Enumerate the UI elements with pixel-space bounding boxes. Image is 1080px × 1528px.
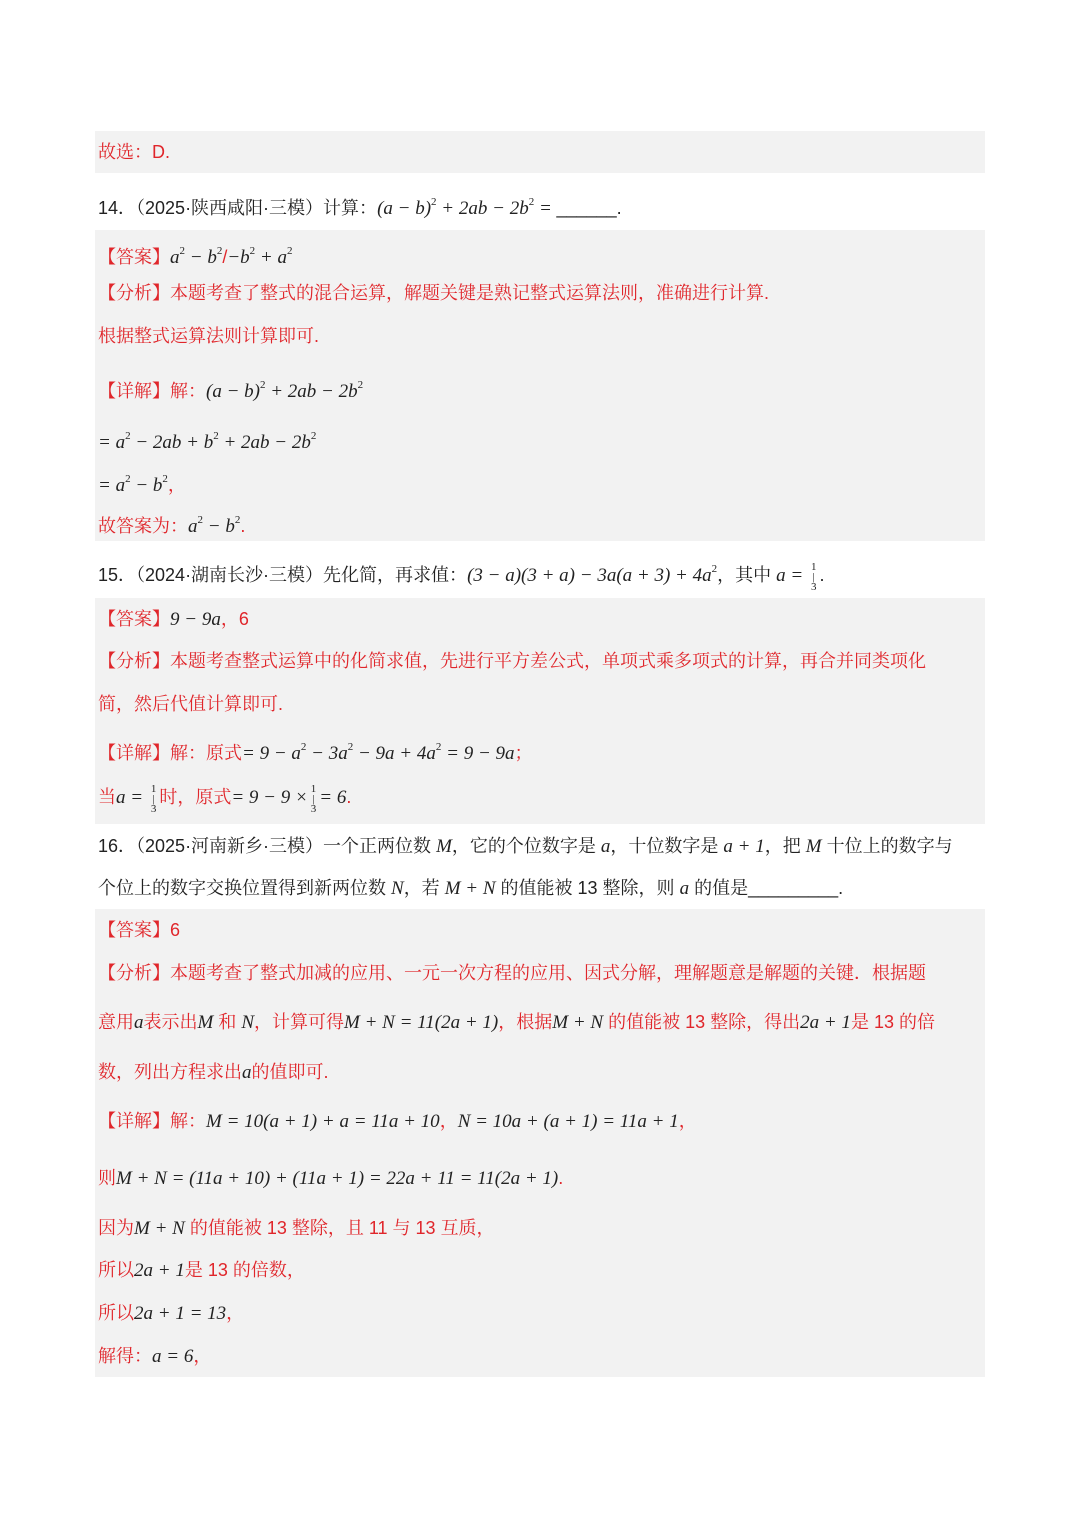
math-expression: M + N — [444, 878, 496, 899]
math-expression: a = 6 — [152, 1346, 194, 1367]
math-expression: = — [534, 198, 557, 219]
math-expression: N = 10a + (a + 1) = 11a + 1 — [457, 1111, 679, 1132]
math-expression: a — [242, 1062, 252, 1083]
math-expression: + 2ab − 2b — [265, 381, 358, 402]
text-segment: 【分析】本题考查了整式加减的应用、一元一次方程的应用、因式分解，理解题意是解题的关键．根据题 — [98, 963, 926, 983]
math-expression: + 2ab − 2b — [436, 198, 529, 219]
text-segment: 的值能被 13 整除，得出 — [603, 1012, 801, 1032]
text-segment: ， — [678, 1111, 697, 1131]
text-segment: 【答案】 — [98, 609, 170, 629]
math-expression: −b — [227, 247, 250, 268]
text-line — [98, 1216, 495, 1241]
math-expression: − b — [185, 247, 217, 268]
text-line — [98, 1301, 244, 1326]
text-segment: 所以 — [98, 1260, 134, 1280]
math-expression: a = — [116, 787, 148, 809]
exponent: 2 — [162, 473, 168, 485]
text-segment: 16．（2025·河南新乡·三模）一个正两位数 — [98, 836, 437, 856]
text-line — [98, 1109, 697, 1134]
text-line — [98, 1258, 305, 1283]
text-segment: . — [346, 787, 352, 808]
text-line — [98, 557, 825, 592]
exponent: 2 — [216, 245, 223, 257]
math-expression: = a — [98, 475, 126, 496]
text-line — [98, 373, 363, 404]
math-expression: = 9 − 9a — [441, 743, 515, 764]
text-segment: 所以 — [98, 1303, 134, 1323]
math-expression: = 6 — [319, 787, 347, 809]
text-segment: 是 13 的倍 — [850, 1012, 935, 1032]
exponent: 2 — [357, 379, 364, 391]
math-expression: (a − b) — [206, 381, 260, 402]
math-expression: 2a + 1 — [134, 1260, 185, 1281]
text-line — [98, 607, 249, 632]
math-expression: a — [188, 516, 198, 537]
math-expression: M + N = (11a + 10) + (11a + 1) = 22a + 11 = 11(2a + 1) — [116, 1168, 559, 1189]
math-expression: + 2ab − 2b — [218, 432, 311, 453]
text-line — [98, 239, 293, 270]
text-segment: 个位上的数字交换位置得到新两位数 — [98, 878, 391, 898]
text-segment: 的值能被 13 整除，且 11 与 13 互质， — [184, 1218, 495, 1238]
text-segment: ，其中 — [717, 565, 777, 585]
text-line — [98, 508, 245, 539]
text-segment: 【答案】6 — [98, 920, 181, 940]
math-expression: a = — [776, 565, 808, 586]
math-expression: a — [600, 836, 611, 857]
text-line — [98, 918, 180, 942]
math-expression: − b — [130, 475, 163, 496]
text-segment: ； — [514, 743, 533, 763]
fraction: 1|3 — [150, 783, 157, 815]
text-segment: 是 13 的倍数， — [184, 1260, 305, 1280]
text-segment: 的值即可. — [251, 1062, 329, 1082]
text-segment: ，十位数字是 — [610, 836, 724, 856]
math-expression: = 9 − 9 × — [231, 787, 308, 809]
text-segment: ，计算可得 — [254, 1012, 345, 1032]
text-segment: ，若 — [403, 878, 445, 898]
math-expression: M + N — [552, 1012, 604, 1033]
math-expression: 2a + 1 — [800, 1012, 851, 1033]
text-segment: 14．（2025·陕西咸阳·三模）计算： — [98, 198, 378, 218]
text-segment: ， — [439, 1111, 458, 1131]
text-segment: . — [558, 1168, 564, 1188]
exponent: 2 — [249, 245, 256, 257]
text-segment: ， — [167, 475, 186, 495]
text-segment: 表示出 — [143, 1012, 198, 1032]
exponent: 2 — [711, 563, 718, 575]
exponent: 2 — [213, 430, 219, 442]
text-segment: 意用 — [98, 1012, 134, 1032]
math-expression: M — [805, 836, 822, 857]
text-line — [98, 424, 316, 455]
text-segment: ， — [226, 1303, 245, 1323]
text-segment: 的值是_________. — [689, 878, 844, 898]
math-expression: N — [391, 878, 404, 899]
text-segment: 数，列出方程求出 — [98, 1062, 242, 1082]
math-expression: − 9a + 4a — [353, 743, 436, 764]
text-segment: ，把 — [764, 836, 806, 856]
math-expression: (a − b) — [377, 198, 432, 219]
exponent: 2 — [259, 379, 266, 391]
text-segment: ______. — [556, 198, 622, 218]
exponent: 2 — [431, 196, 437, 208]
fraction: 1|3 — [810, 560, 817, 593]
text-line — [98, 281, 769, 305]
text-line — [98, 190, 622, 221]
text-line — [98, 1060, 329, 1085]
text-segment: / — [222, 247, 228, 267]
fraction: 1|3 — [310, 783, 317, 815]
text-segment: 十位上的数字与 — [821, 836, 953, 856]
math-expression: M + N — [134, 1218, 185, 1239]
text-segment: . — [240, 516, 246, 536]
exponent: 2 — [234, 514, 241, 526]
text-line — [98, 1010, 935, 1035]
text-line — [98, 467, 186, 498]
text-segment: 【详解】解： — [98, 1111, 206, 1131]
text-segment: 故选：D. — [98, 142, 170, 162]
text-line — [98, 649, 926, 673]
math-expression: M — [197, 1012, 214, 1033]
text-line — [98, 876, 843, 901]
math-expression: = a — [98, 432, 126, 453]
math-expression: = 9 − a — [242, 743, 301, 764]
text-segment: ，6 — [220, 609, 249, 629]
math-expression: a + 1 — [723, 836, 765, 857]
exponent: 2 — [347, 741, 354, 753]
text-segment: 简，然后代值计算即可. — [98, 694, 283, 714]
text-segment: 解得： — [98, 1346, 152, 1366]
text-line — [98, 1166, 563, 1191]
text-line — [98, 961, 926, 985]
text-segment: 【详解】解： — [98, 381, 206, 401]
exponent: 2 — [197, 514, 203, 526]
math-expression: M — [436, 836, 452, 857]
math-expression: 2a + 1 = 13 — [134, 1303, 227, 1324]
math-expression: − b — [203, 516, 235, 537]
math-expression: a — [170, 247, 180, 268]
highlight-block — [95, 131, 985, 173]
exponent: 2 — [287, 245, 293, 257]
text-segment: 15．（2024·湖南长沙·三模）先化简，再求值： — [98, 565, 468, 585]
exponent: 2 — [435, 741, 442, 753]
text-segment: 根据整式运算法则计算即可. — [98, 326, 319, 346]
math-expression: a — [679, 878, 690, 899]
exponent: 2 — [310, 430, 317, 442]
text-segment: 【分析】本题考查了整式的混合运算，解题关键是熟记整式运算法则，准确进行计算. — [98, 283, 769, 303]
text-line — [98, 692, 283, 716]
math-expression: + a — [255, 247, 287, 268]
text-segment: 【分析】本题考查整式运算中的化简求值，先进行平方差公式，单项式乘多项式的计算，再合并同类项化 — [98, 651, 926, 671]
text-segment: ，根据 — [498, 1012, 553, 1032]
math-expression: a — [134, 1012, 144, 1033]
text-segment: 【答案】 — [98, 247, 170, 267]
text-line — [98, 784, 351, 814]
math-expression: (3 − a)(3 + a) − 3a(a + 3) + 4a — [467, 565, 712, 586]
exponent: 2 — [300, 741, 307, 753]
text-segment: 【详解】解：原式 — [98, 743, 242, 763]
math-expression: − 2ab + b — [130, 432, 214, 453]
text-segment: . — [819, 565, 825, 585]
text-line — [98, 834, 953, 859]
exponent: 2 — [528, 196, 535, 208]
text-segment: 时，原式 — [159, 787, 232, 808]
text-segment: 的值能被 13 整除，则 — [495, 878, 680, 898]
text-line — [98, 324, 319, 348]
text-segment: 则 — [98, 1168, 116, 1188]
math-expression: M + N = 11(2a + 1) — [344, 1012, 499, 1033]
math-expression: − 3a — [306, 743, 348, 764]
text-segment: ，它的个位数字是 — [451, 836, 601, 856]
text-segment: ， — [193, 1346, 212, 1366]
exponent: 2 — [125, 473, 131, 485]
exponent: 2 — [125, 430, 131, 442]
text-segment: 当 — [98, 787, 116, 808]
math-expression: N — [241, 1012, 255, 1033]
math-expression: 9 − 9a — [170, 609, 221, 630]
text-segment: 和 — [213, 1012, 242, 1032]
text-line — [98, 1344, 211, 1369]
text-segment: 故答案为： — [98, 516, 188, 536]
text-line — [98, 140, 170, 164]
math-expression: M = 10(a + 1) + a = 11a + 10 — [206, 1111, 440, 1132]
text-segment: 因为 — [98, 1218, 134, 1238]
text-line — [98, 735, 533, 766]
exponent: 2 — [179, 245, 185, 257]
